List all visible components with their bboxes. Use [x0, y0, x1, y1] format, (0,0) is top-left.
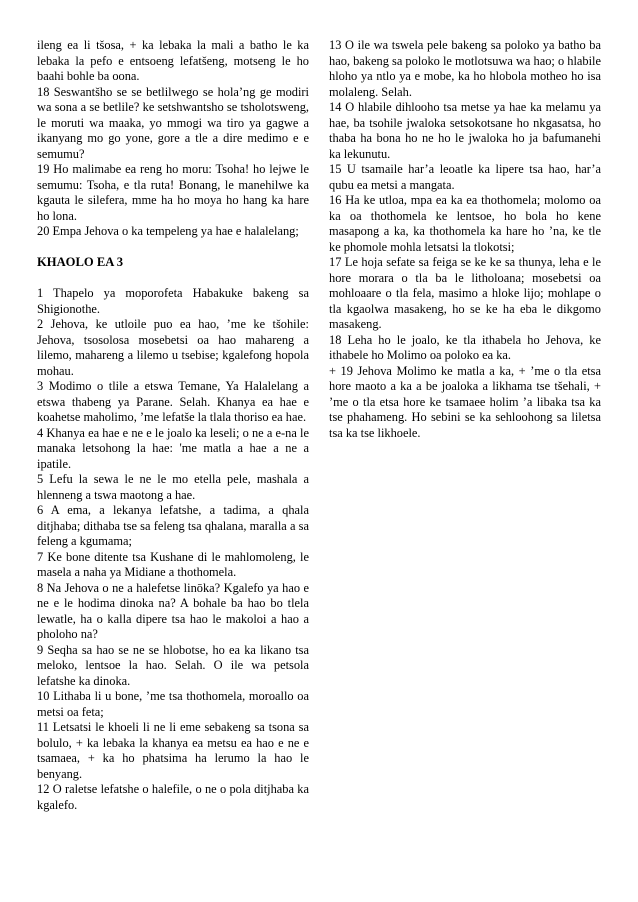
verse-3-14: 14 O hlabile dihlooho tsa metse ya hae ka melamu ya hae, ba tsohile jwaloka setsokotsane ho nkgasatsa, ho thaba ha bona ho ne ho le jwaloka ho ja bafumanehi ka lekunutu. — [329, 100, 601, 161]
right-column — [329, 38, 601, 441]
verse-20: 20 Empa Jehova o ka tempeleng ya hae e halalelang; — [37, 224, 299, 238]
chapter-heading: KHAOLO EA 3 — [37, 255, 124, 269]
verse-3-15: 15 U tsamaile har’a leoatle ka lipere tsa hao, har’a qubu ea metsi a mangata. — [329, 162, 601, 192]
verse-3-5: 5 Lefu la sewa le ne le mo etella pele, mashala a hlenneng a tswa maotong a hae. — [37, 472, 309, 502]
verse-3-2: 2 Jehova, ke utloile puo ea hao, ’me ke tšohile: Jehova, tsosolosa mosebetsi oa hao mahareng a lilemo, mahareng a lilemo u tsebise; kgalefong hopola mohau. — [37, 317, 309, 378]
verse-3-17: 17 Le hoja sefate sa feiga se ke ke sa thunya, leha e le hore morara o tla ba le litholoana; mosebetsi oa mohloaare o tla fela, masimo a hloke lijo; mohlape o tla kgaolwa masakeng, ho se ke ha eba le dikgomo masakeng. — [329, 255, 601, 331]
verse-3-1: 1 Thapelo ya moporofeta Habakuke bakeng sa Shigionothe. — [37, 286, 309, 316]
paragraph-continuation: ileng ea li tšosa, + ka lebaka la mali a batho le ka lebaka la pefo e entsoeng lefatšeng, motseng le ho baahi bohle ba oona. — [37, 38, 309, 83]
verse-3-11: 11 Letsatsi le khoeli li ne li eme sebakeng sa tsona sa bolulo, + ka lebaka la khanya ea metsu ea hao e ne e tsamaea, + ka ho phatsima ha lerumo la hao le benyang. — [37, 720, 309, 781]
verse-3-6: 6 A ema, a lekanya lefatshe, a tadima, a qhala ditjhaba; dithaba tse sa feleng tsa qhalana, maralla a sa feleng a kgumama; — [37, 503, 309, 548]
verse-3-18: 18 Leha ho le joalo, ke tla ithabela ho Jehova, ke ithabele ho Molimo oa poloko ea ka. — [329, 332, 601, 362]
verse-3-19: + 19 Jehova Molimo ke matla a ka, + ’me o tla etsa hore maoto a ka a be joaloka a likhama tse tšehali, + ’me o tla etsa hore ke tsamaee holim ’a libaka tsa ka tse phahameng. Ho sebini se ka sehloohong sa liletsa tsa ka tse likhoele. — [329, 363, 601, 440]
verse-3-8: 8 Na Jehova o ne a halefetse linōka? Kgalefo ya hao e ne e le hodima dinoka na? A bohale ba hao bo tlela lewatle, ha o kalla dipere tsa hao le makoloi a hao a pholoho na? — [37, 580, 309, 641]
verse-19: 19 Ho malimabe ea reng ho moru: Tsoha! ho lejwe le semumu: Tsoha, e tla ruta! Bonang, le manehilwe ka kgauta le silefera, mme ha ho moya ho hang ka hare ho lona. — [37, 162, 309, 223]
verse-18: 18 Seswantšho se se betlilwego se hola’ng ge modiri wa sona a se betlile? ke setshwantsho se tsholotsweng, le moruti wa maaka, yo mmogi wa tiro ya gagwe a ikanyang mo go yone, gore a tle a dire medimo e e semumu? — [37, 84, 309, 161]
verse-3-4: 4 Khanya ea hae e ne e le joalo ka leseli; o ne a e-na le manaka letsohong la hae: 'me matla a hae a ne a ipatile. — [37, 425, 309, 471]
verse-3-10: 10 Lithaba li u bone, ’me tsa thothomela, moroallo oa metsi oa feta; — [37, 689, 309, 719]
verse-3-3: 3 Modimo o tlile a etswa Temane, Ya Halalelang a etswa thabeng ya Parane. Selah. Khanya ea hae e koahetse maholimo, ’me lefatše la tlala thoriso ea hae. — [37, 379, 309, 424]
document-page — [37, 38, 601, 868]
left-column — [37, 38, 309, 813]
verse-3-7: 7 Ke bone ditente tsa Kushane di le mahlomoleng, le masela a naha ya Midiane a thothomela. — [37, 549, 309, 579]
verse-3-13: 13 O ile wa tswela pele bakeng sa poloko ya batho ba hao, bakeng sa poloko le motlotsuwa wa hao; o hlabile hloho ya ntlo ya e mobe, ka ho hlobola motheo ho isa molaleng. Selah. — [329, 38, 601, 99]
verse-3-9: 9 Seqha sa hao se ne se hlobotse, ho ea ka likano tsa meloko, lentsoe la hao. Selah. O ile wa petsola lefatshe ka dinoka. — [37, 642, 309, 688]
verse-3-16: 16 Ha ke utloa, mpa ea ka ea thothomela; molomo oa ka oa thothomela ke lentsoe, ho bola ho kene masapong a ka, ka thothomela ka hare ho ’na, ke tle ke phomole mohla letsatsi la tlokotsi; — [329, 193, 601, 254]
verse-3-12: 12 O raletse lefatshe o halefile, o ne o pola ditjhaba ka kgalefo. — [37, 782, 309, 812]
